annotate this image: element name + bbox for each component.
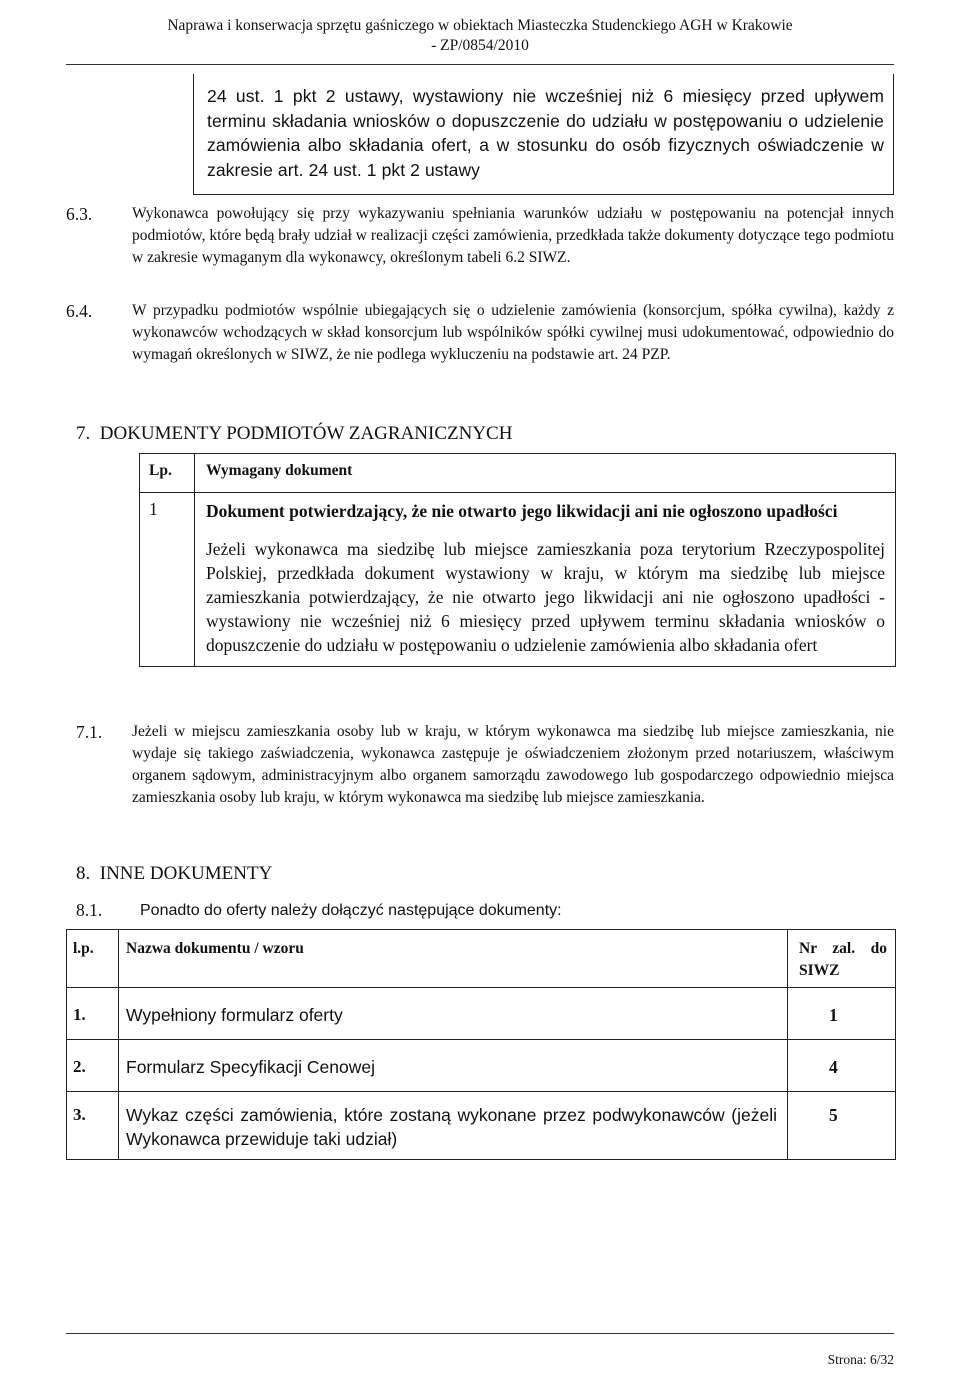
table-row [67, 1040, 896, 1092]
row-lp: 3. [67, 1092, 119, 1160]
table-row [140, 493, 896, 667]
row-nr: 4 [788, 1040, 896, 1092]
header-divider [66, 64, 894, 65]
section-7-title: DOKUMENTY PODMIOTÓW ZAGRANICZNYCH [99, 423, 513, 444]
col-name-header: Nazwa dokumentu / wzoru [119, 930, 788, 988]
table-header-row [140, 454, 896, 493]
table-row [67, 988, 896, 1040]
section-8-1-number: 8.1. [76, 900, 103, 920]
row-name: Formularz Specyfikacji Cenowej [119, 1040, 788, 1092]
row-nr: 1 [788, 988, 896, 1040]
row-lp: 2. [67, 1040, 119, 1092]
footer-divider [66, 1333, 894, 1334]
row-nr: 5 [788, 1092, 896, 1160]
section-7-1-text: Jeżeli w miejscu zamieszkania osoby lub w kraju, w którym wykonawca ma siedzibę lub miejsce zamieszkania, nie wydaje się takiego zaświadczenia, wykonawca zastępuje je oświadczeniem złożonym przed notariuszem, właściwym organem sądowym, administracyjnym albo organem samorządu zawodowego lub gospodarczego odpowiednio miejsca zamieszkania osoby lub kraju, w którym wykonawca ma siedzibę lub miejsce zamieszkania. [132, 723, 894, 806]
row-name: Wykaz części zamówienia, które zostaną wykonane przez podwykonawców (jeżeli Wykonawca przewiduje taki udział) [119, 1092, 788, 1160]
section-6-4-text: W przypadku podmiotów wspólnie ubiegających się o udzielenie zamówienia (konsorcjum, spółka cywilna), każdy z wykonawców wchodzących w skład konsorcjum lub wspólników spółki cywilnej musi udokumentować, odpowiednio do wymagań określonych w SIWZ, że nie podlega wykluczeniu na podstawie art. 24 PZP. [132, 302, 894, 363]
section-6-3-text: Wykonawca powołujący się przy wykazywaniu spełniania warunków udziału w postępowaniu na potencjał innych podmiotów, które będą brały udział w realizacji części zamówienia, przedkłada także dokumenty dotyczące tego podmiotu w zakresie wymaganym dla wykonawcy, określonym tabeli 6.2 SIWZ. [132, 205, 894, 266]
section-7-1-number: 7.1. [76, 722, 103, 742]
section-8-title: INNE DOKUMENTY [99, 863, 273, 884]
section-7-heading [76, 422, 512, 446]
row-name: Wypełniony formularz oferty [119, 988, 788, 1040]
page-header [0, 16, 960, 56]
section-7-number: 7. [76, 423, 91, 444]
section-8-heading [76, 862, 272, 886]
col-lp-header: Lp. [140, 454, 195, 493]
carry-over-text: 24 ust. 1 pkt 2 ustawy, wystawiony nie wcześniej niż 6 miesięcy przed upływem terminu składania wniosków o dopuszczenie do udziału w postępowaniu o udzielenie zamówienia albo składania ofert, a w stosunku do osób fizycznych oświadczenie w zakresie art. 24 ust. 1 pkt 2 ustawy [207, 86, 884, 180]
document-description: Jeżeli wykonawca ma siedzibę lub miejsce zamieszkania poza terytorium Rzeczypospolitej Polskiej, przedkłada dokument wystawiony w kraju, w którym ma siedzibę lub miejsce zamieszkania potwierdzający, że nie otwarto jego likwidacji ani nie ogłoszono upadłości - wystawiony nie wcześniej niż 6 miesięcy przed upływem terminu składania wniosków o dopuszczenie do udziału w postępowaniu o udzielenie zamówienia albo składania ofert [206, 539, 885, 655]
row-document [195, 493, 896, 667]
col-lp-header: l.p. [67, 930, 119, 988]
header-line-1: Naprawa i konserwacja sprzętu gaśniczego w obiektach Miasteczka Studenckiego AGH w Krakowie [167, 17, 793, 34]
header-line-2: - ZP/0854/2010 [431, 37, 529, 54]
table-row [67, 1092, 896, 1160]
section-8-number: 8. [76, 863, 91, 884]
row-lp: 1 [140, 493, 195, 667]
section-6-3-number: 6.3. [66, 204, 93, 224]
row-lp: 1. [67, 988, 119, 1040]
col-document-header: Wymagany dokument [195, 454, 896, 493]
foreign-documents-table [139, 453, 896, 667]
required-documents-table [66, 929, 896, 1160]
col-nr-header: Nr zal. do SIWZ [788, 930, 896, 988]
page-number: Strona: 6/32 [827, 1352, 894, 1367]
table-header-row [67, 930, 896, 988]
section-6-4-number: 6.4. [66, 301, 93, 321]
document-title: Dokument potwierdzający, że nie otwarto jego likwidacji ani nie ogłoszono upadłości [206, 501, 838, 521]
section-8-1-text: Ponadto do oferty należy dołączyć następujące dokumenty: [140, 902, 562, 919]
